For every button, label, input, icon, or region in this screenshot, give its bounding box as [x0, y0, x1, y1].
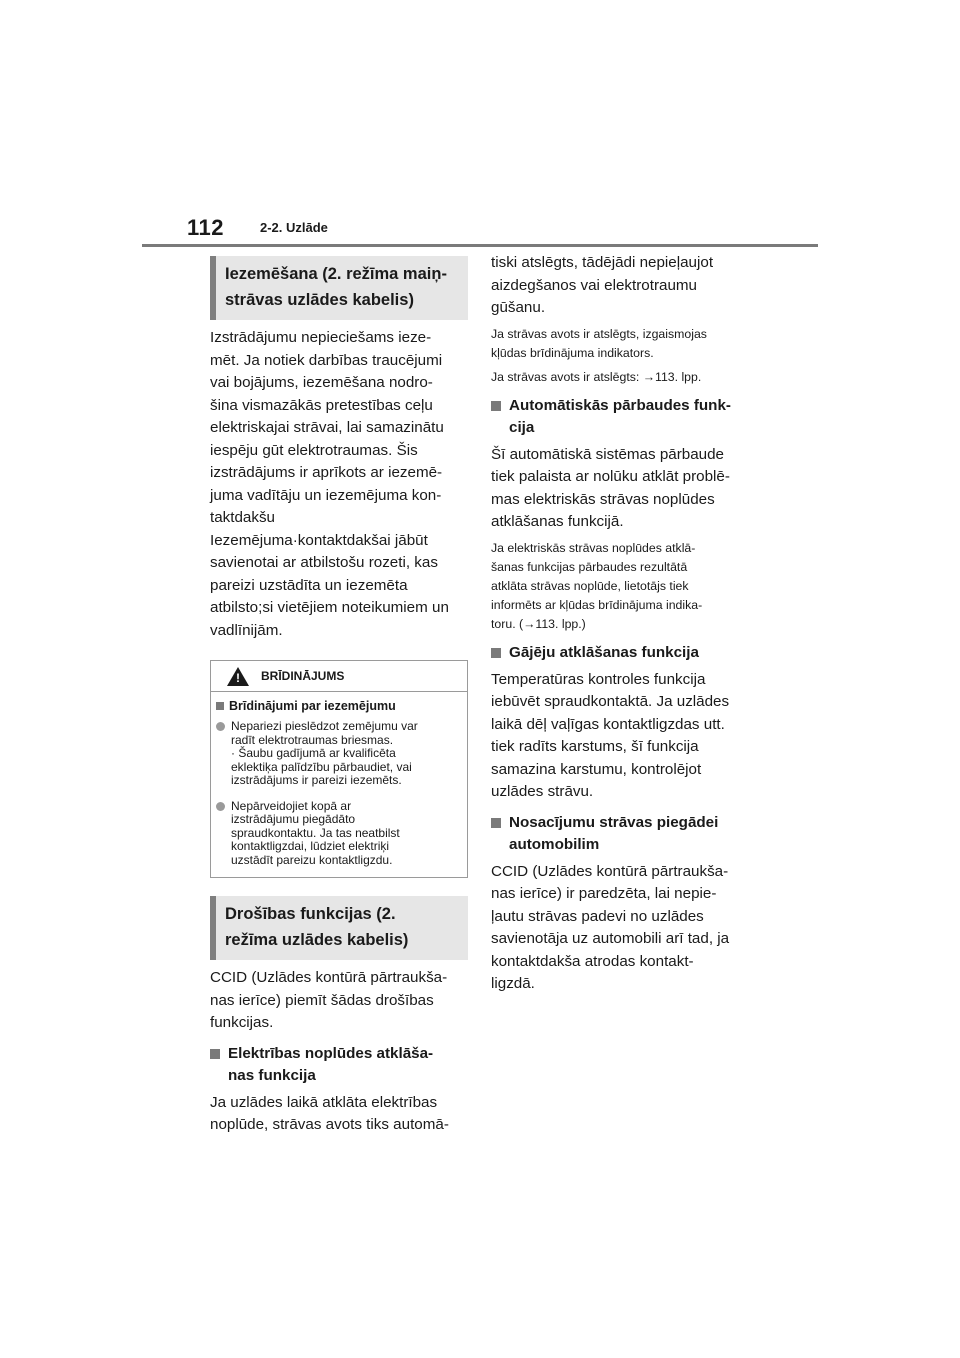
- subheading-text: Automātiskās pārbaudes funk- cija: [509, 396, 731, 436]
- warning-subheading-text: Brīdinājumi par iezemējumu: [229, 699, 396, 713]
- warning-header: [211, 661, 467, 692]
- leak-detection-paragraph: Ja uzlādes laikā atklāta elektrības noplūde, strāvas avots tiks automā-: [210, 1093, 449, 1133]
- round-bullet-icon: [216, 802, 225, 811]
- section-heading-safety: Drošības funkcijas (2. režīma uzlādes kabelis): [210, 896, 468, 960]
- square-bullet-icon: [216, 702, 224, 710]
- warning-item-text: Nepārveidojiet kopā ar izstrādājumu piegādāto spraudkontaktu. Ja tas neatbilst kontaktligzdai, lūdziet elektriķi uzstādīt pareizu kontaktligzdu.: [231, 798, 400, 867]
- subheading-pedestrian-detection: [491, 642, 753, 664]
- subheading-leak-detection: [210, 1043, 468, 1087]
- warning-item: [216, 720, 459, 788]
- warning-subheading: [216, 699, 459, 714]
- square-bullet-icon: [491, 401, 501, 411]
- self-test-note: Ja elektriskās strāvas noplūdes atklā- šanas funkcijas pārbaudes rezultātā atklāta strāvas noplūde, lietotājs tiek informēts ar kļūdas brīdinājuma indika- toru. (→113. lpp.): [491, 540, 703, 631]
- square-bullet-icon: [491, 818, 501, 828]
- section-reference: 2-2. Uzlāde: [260, 220, 328, 235]
- grounding-paragraph: Izstrādājumu nepieciešams ieze- mēt. Ja notiek darbības traucējumi vai bojājums, iezemēšana nodro- šina vismazākās pretestības ceļu elektriskajai strāvai, lai samazinātu iespēju gūt elektrotraumas. Šis izstrādājums ir aprīkots ar iezemē- juma vadītāju un iezemējuma kon- taktdakšu Iezemējuma·kontaktdakšai jābūt savienotai ar atbilstošu rozeti, kas pareizi uzstādīta un iezemēta atbilsto;si vietējiem noteikumiem un vadlīnijām.: [210, 329, 449, 639]
- header-rule: [142, 244, 818, 247]
- note-indicator: Ja strāvas avots ir atslēgts, izgaismojas kļūdas brīdinājuma indikators.: [491, 326, 707, 360]
- square-bullet-icon: [210, 1049, 220, 1059]
- power-supply-paragraph: CCID (Uzlādes kontūrā pārtraukša- nas ierīce) ir paredzēta, lai nepie- ļautu strāvas padevi no uzlādes savienotāja uz automobili arī tad, ja kontaktdakša atrodas kontakt- ligzdā.: [491, 862, 730, 992]
- temperature-control-paragraph: Temperatūras kontroles funkcija iebūvēt spraudkontaktā. Ja uzlādes laikā dēļ vaļīgas kontaktligzdas utt. tiek radīts karstums, šī funkcija samazina karstumu, kontrolējot uzlādes strāvu.: [491, 670, 730, 800]
- left-column: [210, 256, 468, 1137]
- safety-paragraph: CCID (Uzlādes kontūrā pārtraukša- nas ierīce) piemīt šādas drošības funkcijas.: [210, 969, 448, 1031]
- subheading-text: Nosacījumu strāvas piegādei automobilim: [509, 813, 719, 853]
- continuation-paragraph: tiski atslēgts, tādējādi nepieļaujot aizdegšanos vai elektrotraumu gūšanu.: [491, 254, 714, 316]
- warning-box: [210, 660, 468, 878]
- subheading-power-supply-conditions: [491, 812, 753, 856]
- round-bullet-icon: [216, 722, 225, 731]
- subheading-text: Elektrības noplūdes atklāša- nas funkcija: [228, 1044, 434, 1084]
- self-test-paragraph: Šī automātiskā sistēmas pārbaude tiek palaista ar nolūku atklāt problē- mas elektriskās strāvas noplūdes atklāšanas funkcijā.: [491, 445, 730, 530]
- warning-item-text: Nepariezi pieslēdzot zemējumu var radīt elektrotraumas briesmas. · Šaubu gadījumā ar kvalificēta eklektiķa palīdzību pārbaudiet, vai izstrādājums ir pareizi iezemēts.: [231, 719, 418, 787]
- warning-item: [216, 800, 459, 868]
- square-bullet-icon: [491, 648, 501, 658]
- subheading-text: Gājēju atklāšanas funkcija: [509, 643, 699, 661]
- right-column: [491, 252, 753, 996]
- page-number: 112: [187, 215, 224, 240]
- subheading-self-test: [491, 395, 753, 439]
- warning-title: BRĪDINĀJUMS: [261, 669, 345, 683]
- section-heading-grounding: Iezemēšana (2. režīma maiņ- strāvas uzlādes kabelis): [210, 256, 468, 320]
- note-page-reference: Ja strāvas avots ir atslēgts: →113. lpp.: [491, 369, 702, 384]
- exclamation-icon: !: [236, 671, 240, 685]
